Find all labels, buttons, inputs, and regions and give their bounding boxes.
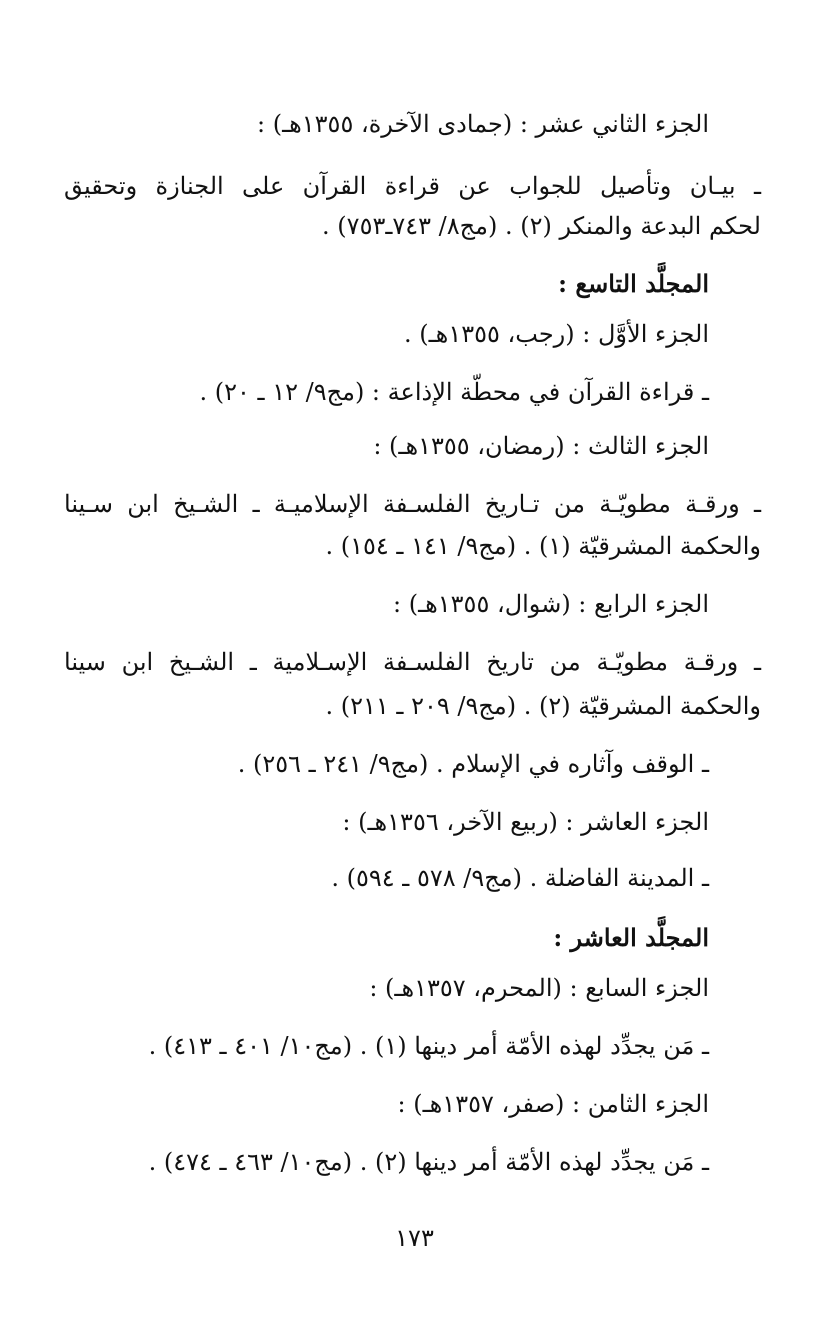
entry-text: ـ بيـان وتأصيل للجواب عن قراءة القرآن على الجنازة وتحقيق [64,172,761,200]
volume-heading: المجلَّد التاسع : [558,269,709,298]
part-heading: الجزء الرابع : (شوال، ١٣٥٥هـ) : [393,590,709,618]
part-heading: الجزء العاشر : (ربيع الآخر، ١٣٥٦هـ) : [342,808,709,836]
entry-text: لحكم البدعة والمنكر (٢) . (مج٨/ ٧٤٣ـ٧٥٣) . [322,212,761,240]
part-heading: الجزء الأوَّل : (رجب، ١٣٥٥هـ) . [404,320,709,348]
entry-text: ـ الوقف وآثاره في الإسلام . (مج٩/ ٢٤١ ـ ٢٥٦) . [237,750,709,778]
page-number: ١٧٣ [395,1224,434,1252]
entry-text: ـ قراءة القرآن في محطّة الإذاعة : (مج٩/ ١٢ ـ ٢٠) . [199,378,709,406]
part-heading: الجزء الثاني عشر : (جمادى الآخرة، ١٣٥٥هـ) : [257,110,709,138]
entry-text: والحكمة المشرقيّة (١) . (مج٩/ ١٤١ ـ ١٥٤) . [325,532,761,560]
part-heading: الجزء السابع : (المحرم، ١٣٥٧هـ) : [369,974,709,1002]
entry-text: ـ ورقـة مطويّـة من تـاريخ الفلسـفة الإسلاميـة ـ الشـيخ ابن سـينا [64,490,761,518]
entry-text: والحكمة المشرقيّة (٢) . (مج٩/ ٢٠٩ ـ ٢١١) . [325,692,761,720]
entry-text: ـ المدينة الفاضلة . (مج٩/ ٥٧٨ ـ ٥٩٤) . [331,864,709,892]
part-heading: الجزء الثالث : (رمضان، ١٣٥٥هـ) : [373,432,709,460]
volume-heading: المجلَّد العاشر : [553,923,709,952]
entry-text: ـ مَن يجدِّد لهذه الأمّة أمر دينها (٢) . (مج١٠/ ٤٦٣ ـ ٤٧٤) . [148,1148,709,1176]
entry-text: ـ مَن يجدِّد لهذه الأمّة أمر دينها (١) . (مج١٠/ ٤٠١ ـ ٤١٣) . [148,1032,709,1060]
entry-text: ـ ورقـة مطويّـة من تاريخ الفلسـفة الإسـلامية ـ الشـيخ ابن سينا [64,648,761,676]
part-heading: الجزء الثامن : (صفر، ١٣٥٧هـ) : [397,1090,709,1118]
